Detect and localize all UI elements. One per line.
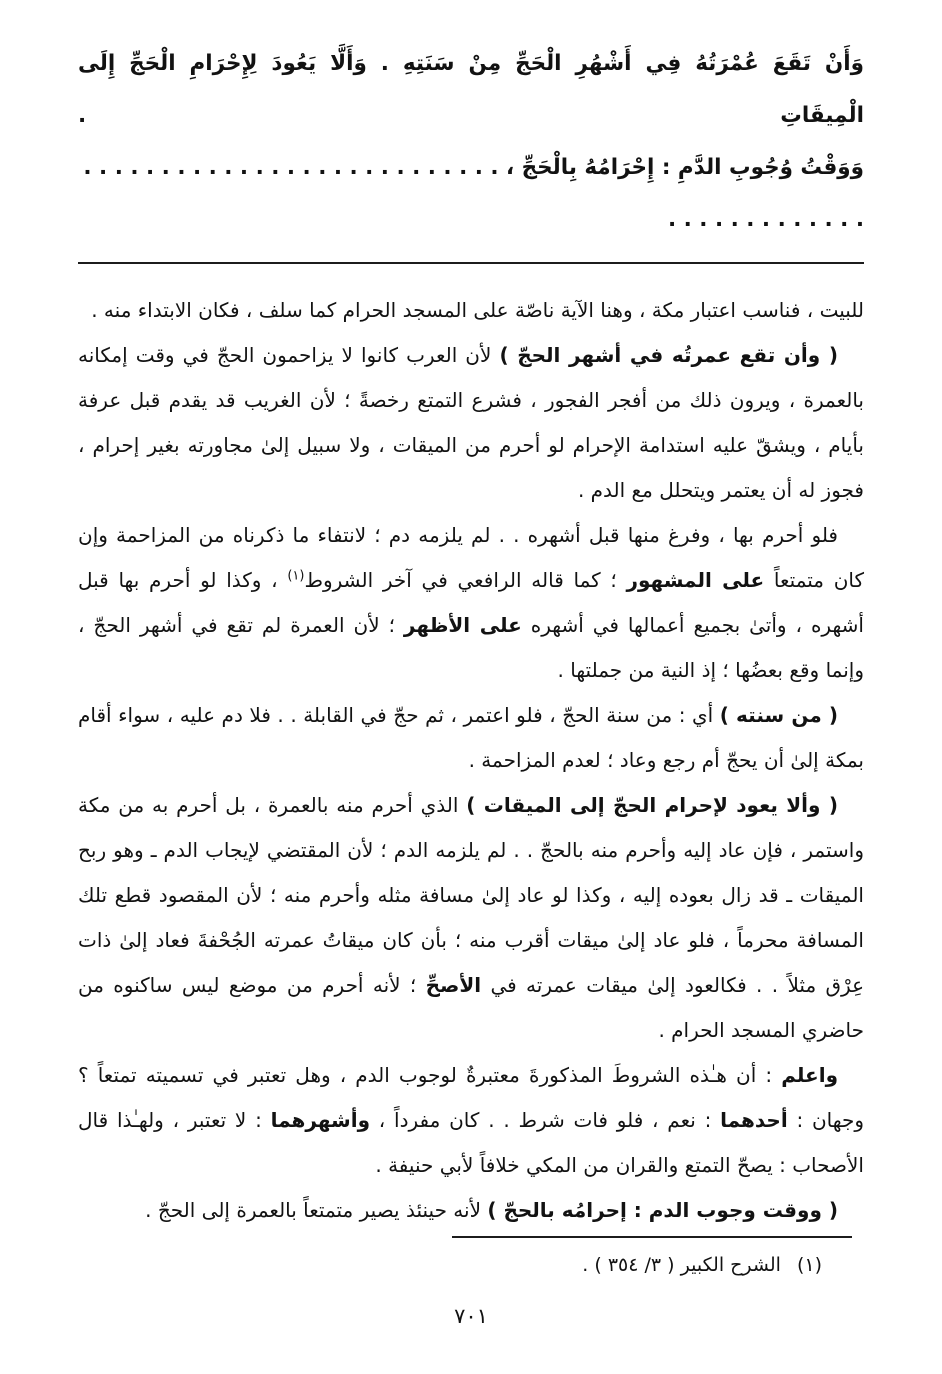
footnote — [78, 1248, 864, 1282]
text-run: أحدهما — [720, 1108, 788, 1132]
text-run: ؛ لأن العمرة لم تقع في أشهر الحجّ ، وإنما وقع بعضُها ؛ إذ النية من جملتها . — [78, 613, 864, 682]
footnote-area — [78, 1236, 864, 1282]
text-run: الأصحِّ — [425, 973, 482, 997]
footnote-text: الشرح الكبير ( ٣/ ٣٥٤ ) . — [582, 1254, 781, 1276]
commentary-paragraph — [78, 1188, 864, 1233]
text-run: ( وألا يعود لإحرام الحجّ إلى الميقات ) — [466, 793, 838, 817]
commentary-paragraph — [78, 693, 864, 783]
text-run: لأنه حينئذ يصير متمتعاً بالعمرة إلى الحجّ . — [145, 1198, 488, 1222]
matn-line-1: وَأَنْ تَقَعَ عُمْرَتُهُ فِي أَشْهُرِ الْحَجِّ مِنْ سَنَتِهِ . وَأَلَّا يَعُودَ لِإِحْرَامِ الْحَجِّ إِلَى الْمِيقَاتِ . — [78, 51, 864, 128]
text-run: ( وأن تقع عمرتُه في أشهر الحجّ ) — [499, 343, 838, 367]
matn-separator — [78, 262, 864, 264]
footnote-separator — [452, 1236, 852, 1238]
text-run: واعلم — [781, 1063, 838, 1087]
text-run: ( من سنته ) — [719, 703, 838, 727]
footnote-marker: (١) — [796, 1254, 822, 1276]
footnote-ref: (١) — [287, 568, 305, 584]
text-run: : نعم ، فلو فات شرط . . كان مفرداً ، — [370, 1108, 721, 1132]
text-run: : أن هـٰذه الشروطَ المذكورةَ معتبرةٌ لوجوب الدم ، وهل تعتبر في تسميته تمتعاً ؟ وجهان : — [78, 1063, 864, 1132]
commentary-section — [78, 288, 864, 1233]
text-run: : لا تعتبر ، ولهـٰذا قال الأصحاب : يصحّ التمتع والقران من المكي خلافاً لأبي حنيفة . — [78, 1108, 864, 1177]
commentary-paragraph — [78, 288, 864, 333]
text-run: فلو أحرم بها ، وفرغ منها قبل أشهره . . لم يلزمه دم ؛ لانتفاء ما ذكرناه من المزاحمة وإن كان متمتعاً — [78, 523, 865, 592]
text-run: وأشهرهما — [270, 1108, 371, 1132]
text-run: ؛ كما قاله الرافعي في آخر الشروط — [304, 568, 627, 592]
text-run: على المشهور — [626, 568, 765, 592]
text-run: ، وكذا لو أحرم بها قبل أشهره ، وأتىٰ بجميع أعمالها في أشهره — [78, 568, 864, 637]
page-number: ٧٠١ — [454, 1304, 488, 1328]
text-run: ؛ لأنه أحرم من موضع ليس ساكنوه من حاضري المسجد الحرام . — [78, 973, 864, 1042]
text-run: لأن العرب كانوا لا يزاحمون الحجّ في وقت إمكانه بالعمرة ، ويرون ذلك من أفجر الفجور ، فشرع التمتع رخصةً ؛ لأن الغريب قد يقدم قبل عرفة بأيام ، ويشقّ عليه استدامة الإحرام لو أحرم من الميقات ، ولا سبيل إلىٰ مجاورته بغير إحرام ، فجوز له أن يعتمر ويتحلل مع الدم . — [78, 343, 864, 502]
commentary-paragraph — [78, 513, 864, 693]
matn-line-2: وَوَقْتُ وُجُوبِ الدَّمِ : إِحْرَامُهُ بِالْحَجِّ ، . . . . . . . . . . . . . . . . . . . . . . . . . . . . . . . . . . . . . . . . — [83, 155, 864, 232]
commentary-paragraph — [78, 783, 864, 1053]
commentary-paragraph — [78, 333, 864, 513]
text-run: على الأظهر — [403, 613, 522, 637]
matn-section — [78, 38, 864, 246]
commentary-paragraph — [78, 1053, 864, 1188]
text-run: ( ووقت وجوب الدم : إحرامُه بالحجّ ) — [487, 1198, 838, 1222]
text-run: أي : من سنة الحجّ ، فلو اعتمر ، ثم حجّ في القابلة . . فلا دم عليه ، سواء أقام بمكة إلىٰ أن يحجّ أم رجع وعاد ؛ لعدم المزاحمة . — [78, 703, 864, 772]
text-run: للبيت ، فناسب اعتبار مكة ، وهنا الآية ناصّة على المسجد الحرام كما سلف ، فكان الابتداء منه . — [91, 298, 864, 322]
text-run: الذي أحرم منه بالعمرة ، بل أحرم به من مكة واستمر ، فإن عاد إليه وأحرم منه بالحجّ . . لم يلزمه الدم ؛ لأن المقتضي لإيجاب الدم ـ وهو ربح الميقات ـ قد زال بعوده إليه ، وكذا لو عاد إلىٰ مسافة مثله وأحرم منه ؛ لأن المقصود قطع تلك المسافة محرماً ، فلو عاد إلىٰ ميقات أقرب منه ؛ بأن كان ميقاتُ عمرته الجُحْفةَ فعاد إلىٰ ذات عِرْق مثلاً . . فكالعود إلىٰ ميقات عمرته في — [78, 793, 864, 997]
